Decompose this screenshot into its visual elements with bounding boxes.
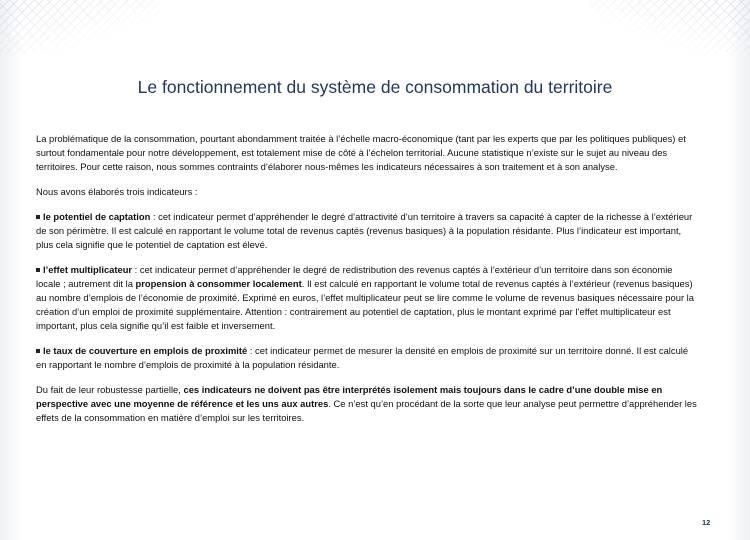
page-number: 12	[702, 518, 711, 527]
indicator-item	[36, 210, 698, 252]
bullet-icon	[36, 349, 40, 353]
conclusion-end: . Ce n’est qu’en procédant de la sorte que leur analyse peut permettre d’appréhender les effets de la consommation en matière d’emploi sur les territoires.	[36, 398, 697, 423]
indicator-item	[36, 344, 698, 372]
conclusion-emphasis: ces indicateurs ne doivent pas être interprétés isolement mais toujours dans le cadre d’une double mise en perspective avec une moyenne de référence et les uns aux autres	[36, 384, 663, 409]
intro-paragraph: La problématique de la consommation, pourtant abondamment traitée à l’échelle macro-économique (tant par les experts que par les politiques publiques) et surtout fondamentale pour notre développement, est totalement mise de côté à l’échelon territorial. Aucune statistique n’existe sur le sujet au niveau des territoires. Pour cette raison, nous sommes contraints d’élaborer nous-mêmes les indicateurs nécessaires à son traitement et à son analyse.	[36, 133, 686, 172]
indicator-item	[36, 263, 698, 333]
indicator-term: le taux de couverture en emplois de proximité	[43, 345, 248, 356]
indicator-description: : cet indicateur permet d’appréhender le degré d’attractivité d’un territoire à travers sa capacité à capter de la richesse à l’extérieur de son périmètre. Il est calculé en rapportant le volume total de revenus captés (revenus basiques) à la population résidante. Plus l’indicateur est important, plus cela signifie que le potentiel de captation est élevé.	[36, 211, 693, 250]
bullet-icon	[36, 215, 40, 219]
lead-sentence: Nous avons élaborés trois indicateurs :	[36, 186, 198, 197]
conclusion-start: Du fait de leur robustesse partielle,	[36, 384, 184, 395]
slide-title: Le fonctionnement du système de consommation du territoire	[137, 77, 613, 97]
bullet-icon	[36, 268, 40, 272]
decorative-pattern-right	[590, 0, 750, 55]
indicator-term: l’effet multiplicateur	[43, 264, 133, 275]
conclusion-paragraph	[36, 383, 698, 425]
slide-body	[36, 132, 698, 436]
indicator-term: le potentiel de captation	[43, 211, 151, 222]
indicator-description-end: . Il est calculé en rapportant le volume total de revenus captés à l’extérieur (revenus basiques) au nombre d’emplois de l’économie de proximité. Exprimé en euros, l’effet multiplicateur peut se lire comme le volume de revenus basiques nécessaire pour la création d’un emploi de proximité supplémentaire. Attention : contrairement au potentiel de captation, plus le montant exprimé par l’effet multiplicateur est important, plus cela signifie qu’il est faible et inversement.	[36, 278, 694, 331]
indicator-emphasis: propension à consommer localement	[135, 278, 302, 289]
decorative-pattern-left	[0, 0, 160, 55]
indicator-description: : cet indicateur permet d’appréhender le degré de redistribution des revenus captés à l’extérieur d’un territoire dans son économie locale ; autrement dit la	[36, 264, 673, 289]
indicator-description: : cet indicateur permet de mesurer la densité en emplois de proximité sur un territoire donné. Il est calculé en rapportant le nombre d’emplois de proximité à la population résidante.	[36, 345, 689, 370]
